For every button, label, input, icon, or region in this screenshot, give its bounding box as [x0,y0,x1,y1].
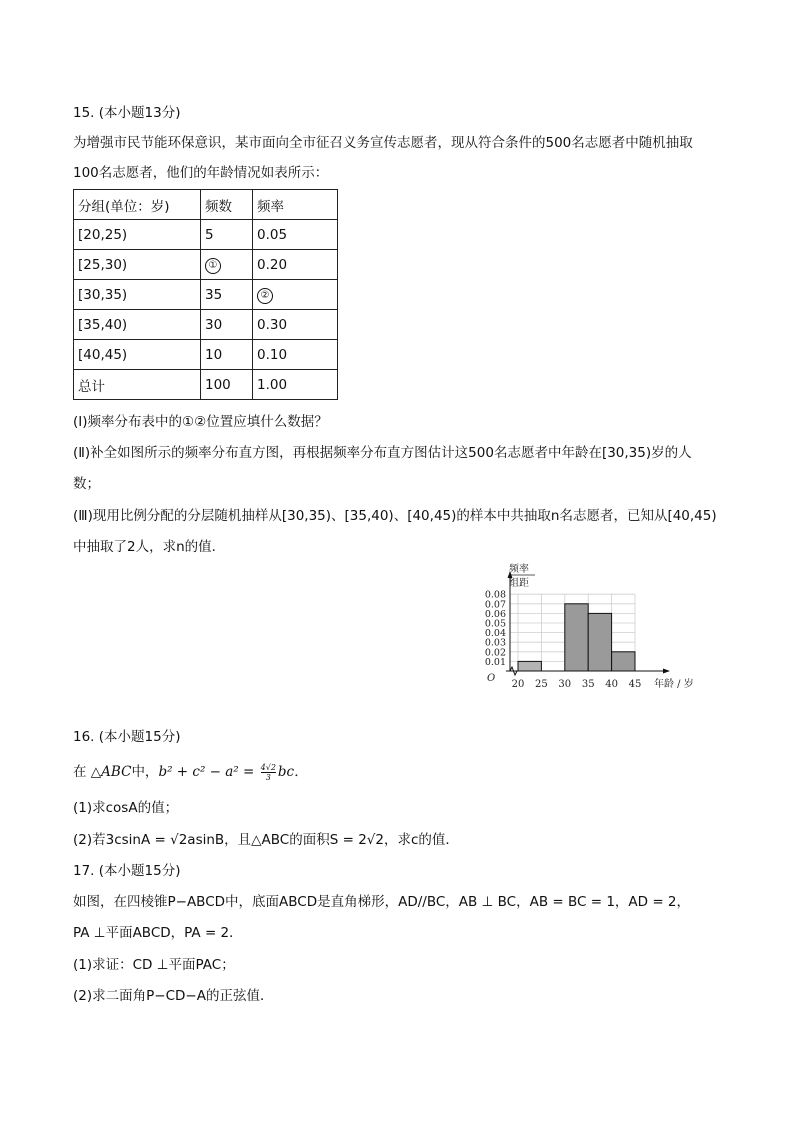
q15-part1: (Ⅰ)频率分布表中的①②位置应填什么数据？ [73,414,328,430]
header-group: 分组(单位：岁) [74,190,201,220]
x-axis-label: 年龄 / 岁 [654,679,694,690]
cell-group: 总计 [74,370,201,400]
histogram-bar [518,661,541,671]
q17-statement-line2: PA ⊥平面ABCD，PA = 2． [73,925,243,941]
x-axis-arrow [663,669,670,674]
y-tick-label: 0.07 [484,599,506,611]
q16-stmt-end: bc． [277,764,308,780]
q16-triangle: △ABC [90,764,132,780]
table-row-total [74,370,338,400]
q16-title: 16. (本小题15分) [73,729,181,745]
histogram-bar [612,652,635,671]
cell-frequency: 0.05 [253,220,338,250]
table-row [74,310,338,340]
y-label-bottom: 组距 [509,578,529,589]
y-tick-label: 0.06 [484,608,506,620]
q16-equation: b² + c² − a² = [158,764,255,780]
cell-count: 30 [201,310,253,340]
cell-frequency: 1.00 [253,370,338,400]
y-tick-label: 0.08 [484,589,506,601]
cell-frequency: 0.30 [253,310,338,340]
origin-label: O [487,673,496,684]
cell-group: [30,35) [74,280,201,310]
q15-part3-line2: 中抽取了2人，求n的值． [73,539,226,555]
x-tick-label: 35 [581,679,595,690]
x-tick-label: 40 [605,679,618,690]
q16-fraction [261,763,276,782]
header-frequency: 频率 [253,190,338,220]
header-count: 频数 [201,190,253,220]
blank-marker-2: ② [257,288,273,304]
q15-intro-line1: 为增强市民节能环保意识，某市面向全市征召义务宣传志愿者，现从符合条件的500名志愿者中随机抽取 [73,135,693,151]
histogram-bar [565,604,588,671]
q15-part3-line1: (Ⅲ)现用比例分配的分层随机抽样从[30,35)、[35,40)、[40,45)的样本中共抽取n名志愿者，已知从[40,45) [73,508,717,524]
q16-statement [73,762,308,782]
x-tick-label: 20 [511,679,525,690]
cell-group: [25,30) [74,250,201,280]
q17-statement-line1: 如图，在四棱锥P−ABCD中，底面ABCD是直角梯形，AD//BC，AB ⊥ BC，AB = BC = 1，AD = 2， [73,894,691,910]
q17-part1: (1)求证：CD ⊥平面PAC； [73,957,235,973]
q16-stmt-mid: 中， [131,764,159,780]
x-tick-label: 45 [628,679,642,690]
frequency-histogram [462,560,712,695]
fraction-denominator: 3 [265,772,271,782]
q15-part2-line2: 数； [73,476,100,492]
q17-title: 17. (本小题15分) [73,863,181,879]
cell-count: 10 [201,340,253,370]
table-row [74,250,338,280]
cell-group: [20,25) [74,220,201,250]
q17-part2: (2)求二面角P−CD−A的正弦值． [73,988,274,1004]
q15-part2-line1: (Ⅱ)补全如图所示的频率分布直方图，再根据频率分布直方图估计这500名志愿者中年龄在[30,35)岁的人 [73,445,692,461]
q15-title: 15. (本小题13分) [73,105,181,121]
cell-count: 100 [201,370,253,400]
frequency-table [73,189,338,400]
cell-count: 5 [201,220,253,250]
y-tick-label: 0.03 [484,637,506,649]
cell-group: [35,40) [74,310,201,340]
y-tick-label: 0.04 [484,628,506,640]
y-label-top: 频率 [509,564,529,575]
y-tick-label: 0.02 [484,647,506,659]
q16-part2: (2)若3csinA = √2asinB，且△ABC的面积S = 2√2，求c的值． [73,832,459,848]
cell-frequency [253,280,338,310]
cell-frequency: 0.10 [253,340,338,370]
y-tick-label: 0.01 [484,656,506,668]
x-tick-label: 30 [558,679,572,690]
table-row [74,280,338,310]
fraction-numerator: 4√2 [260,762,276,772]
q16-part1: (1)求cosA的值； [73,800,179,816]
cell-count [201,250,253,280]
y-tick-label: 0.05 [484,618,506,630]
table-row [74,220,338,250]
cell-count: 35 [201,280,253,310]
cell-frequency: 0.20 [253,250,338,280]
cell-group: [40,45) [74,340,201,370]
q15-intro-line2: 100名志愿者，他们的年龄情况如表所示： [73,165,329,181]
q16-stmt-pre: 在 [73,764,87,780]
blank-marker-1: ① [205,258,221,274]
histogram-bar [588,613,611,671]
x-tick-label: 25 [535,679,548,690]
table-header-row [74,190,338,220]
table-row [74,340,338,370]
